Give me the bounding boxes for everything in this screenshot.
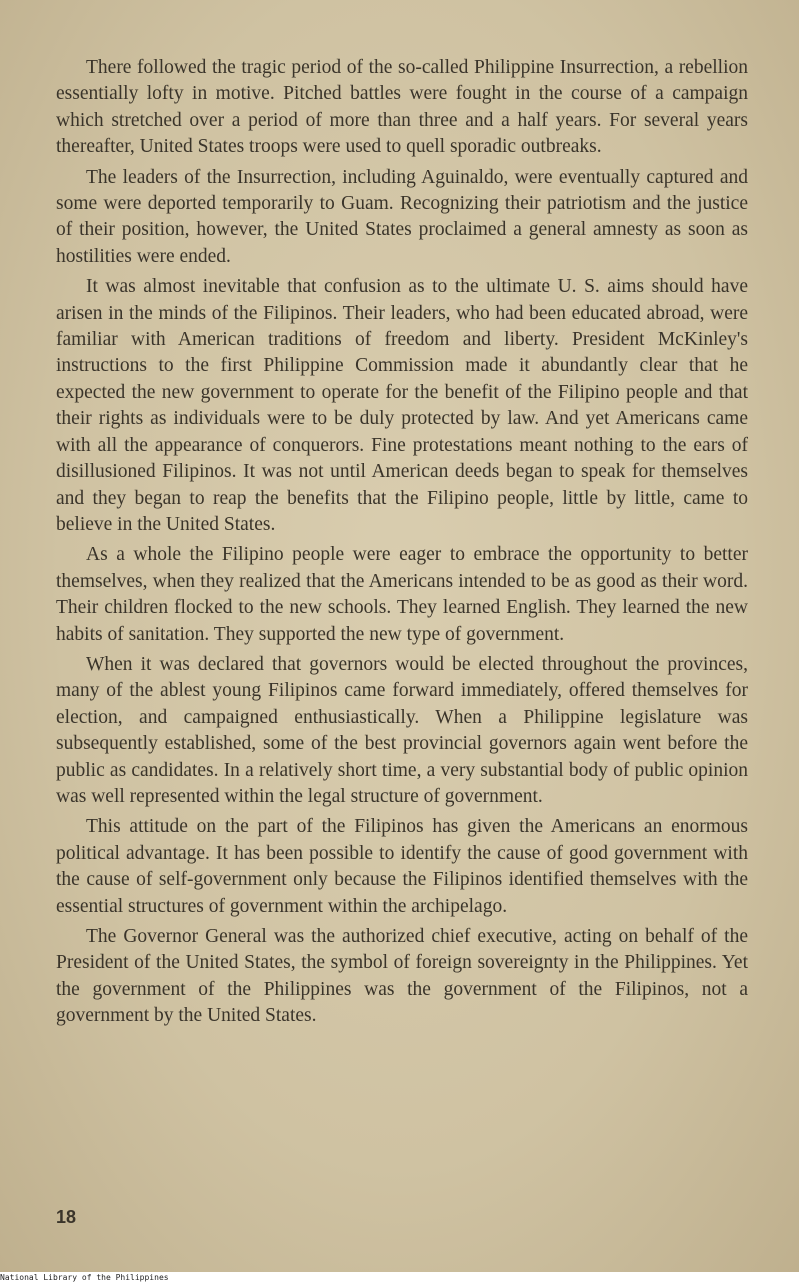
paragraph-1: There followed the tragic period of the so-called Philippine Insurrection, a rebellion essentially lofty in motive. Pitched battles were fought in the course of a campaign which stretched over a period of more than three and a half years. For several years thereafter, United States troops were used to quell sporadic outbreaks. — [56, 57, 748, 158]
paragraph-5: When it was declared that governors would be elected throughout the provinces, many of the ablest young Filipinos came forward immediately, offered themselves for election, and campaigned enthusiastically. When a Philippine legislature was subsequently established, some of the best provincial governors again went before the public as candidates. In a relatively short time, a very substantial body of public opinion was well represented within the legal structure of government. — [56, 653, 748, 807]
paragraph-3: It was almost inevitable that confusion as to the ultimate U. S. aims should have arisen in the minds of the Filipinos. Their leaders, who had been educated abroad, were familiar with American traditions of freedom and liberty. President McKinley's instructions to the first Philippine Commission made it abundantly clear that he expected the new government to operate for the benefit of the Filipino people and that their rights as individuals were to be duly protected by law. And yet Americans came with all the appearance of conquerors. Fine protestations meant nothing to the ears of disillusioned Filipinos. It was not until American deeds began to speak for themselves and they began to reap the benefits that the Filipino people, little by little, came to believe in the United States. — [56, 276, 748, 535]
paragraph-6: This attitude on the part of the Filipinos has given the Americans an enormous political advantage. It has been possible to identify the cause of good government with the cause of self-government only because the Filipinos identified themselves with the essential structures of government within the archipelago. — [56, 816, 748, 917]
paragraph-4: As a whole the Filipino people were eager to embrace the opportunity to better themselves, when they realized that the Americans intended to be as good as their word. Their children flocked to the new schools. They learned English. They learned the new habits of sanitation. They supported the new type of government. — [56, 544, 748, 645]
body-text — [56, 55, 748, 1030]
footer-credit: National Library of the Philippines — [0, 1273, 169, 1282]
paragraph-2: The leaders of the Insurrection, including Aguinaldo, were eventually captured and some were deported temporarily to Guam. Recognizing their patriotism and the justice of their position, however, the United States proclaimed a general amnesty as soon as hostilities were ended. — [56, 166, 748, 267]
paragraph-7: The Governor General was the authorized chief executive, acting on behalf of the President of the United States, the symbol of foreign sovereignty in the Philippines. Yet the government of the Philippines was the government of the Filipinos, not a government by the United States. — [56, 926, 748, 1027]
page-number: 18 — [56, 1207, 77, 1227]
